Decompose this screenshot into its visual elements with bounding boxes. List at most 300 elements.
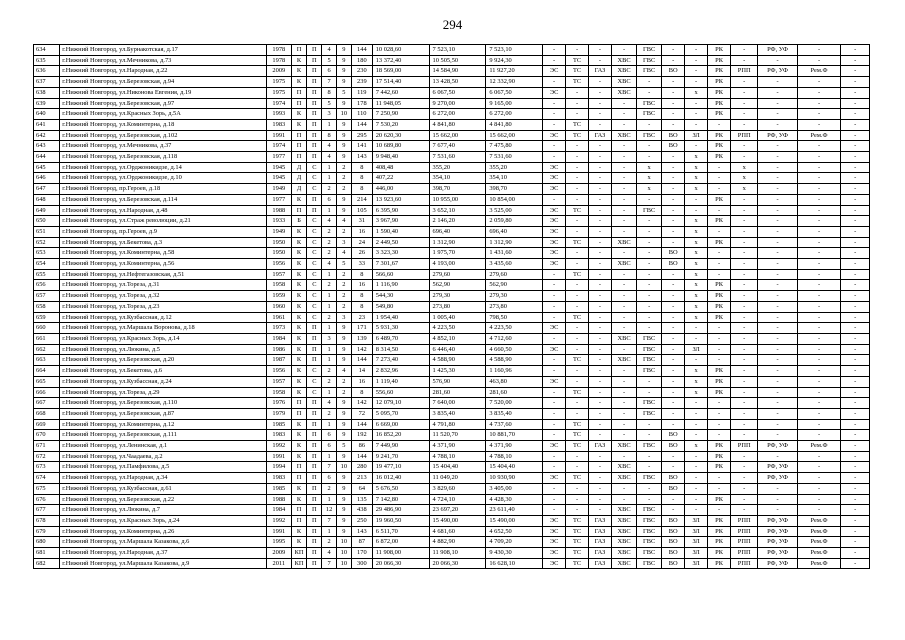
roof-repair-cell: РК xyxy=(708,77,731,88)
foundation-repair-cell: - xyxy=(797,162,841,173)
gas-cell: - xyxy=(589,184,612,195)
facade-repair-cell: РФ, УФ xyxy=(758,558,797,569)
electric-cell: - xyxy=(543,451,566,462)
sewerage-cell: ВО xyxy=(662,558,685,569)
wall-material-cell: К xyxy=(291,344,306,355)
roof-repair-cell: - xyxy=(708,483,731,494)
electric-cell: ЭС xyxy=(543,173,566,184)
facade-repair-cell: - xyxy=(758,162,797,173)
waste-chute-cell: - xyxy=(685,141,708,152)
address-cell: г.Нижний Новгород, пр.Героев, д.18 xyxy=(60,184,267,195)
facade-repair-cell: - xyxy=(758,259,797,270)
roof-repair-cell: РК xyxy=(708,87,731,98)
heating-cell: ТС xyxy=(566,269,589,280)
sewerage-cell: ВО xyxy=(662,526,685,537)
waste-chute-cell: х xyxy=(685,269,708,280)
row-number-cell: 677 xyxy=(34,505,60,516)
floors-cell: 9 xyxy=(336,408,351,419)
cold-water-cell: - xyxy=(611,141,636,152)
hot-water-cell: ГВС xyxy=(637,55,662,66)
apartments-cell: 192 xyxy=(351,430,372,441)
living-area-cell: 23 697,20 xyxy=(429,505,486,516)
elevator-repair-cell: - xyxy=(731,355,758,366)
apartments-cell: 170 xyxy=(351,548,372,559)
table-row xyxy=(34,87,870,98)
cold-water-cell: - xyxy=(611,419,636,430)
cold-water-cell: ХВС xyxy=(611,87,636,98)
floors-cell: 4 xyxy=(336,216,351,227)
address-cell: г.Нижний Новгород, ул.Народная, д.34 xyxy=(60,473,267,484)
waste-chute-cell: - xyxy=(685,398,708,409)
row-number-cell: 670 xyxy=(34,430,60,441)
roof-repair-cell: - xyxy=(708,430,731,441)
gas-cell: - xyxy=(589,226,612,237)
cold-water-cell: - xyxy=(611,98,636,109)
waste-chute-cell: ЗЛ xyxy=(685,344,708,355)
floor-type-cell: С xyxy=(307,259,322,270)
total-area-cell: 7 530,20 xyxy=(372,119,429,130)
apartments-cell: 16 xyxy=(351,376,372,387)
floor-type-cell: П xyxy=(307,473,322,484)
sewerage-cell: ВО xyxy=(662,548,685,559)
heating-cell: ТС xyxy=(566,473,589,484)
table-row xyxy=(34,473,870,484)
wall-material-cell: К xyxy=(291,366,306,377)
extra-cell: - xyxy=(841,537,870,548)
floor-type-cell: П xyxy=(307,344,322,355)
elevator-repair-cell: - xyxy=(731,291,758,302)
private-area-cell: 10 930,90 xyxy=(486,473,543,484)
living-area-cell: 6 446,40 xyxy=(429,344,486,355)
roof-repair-cell: РК xyxy=(708,301,731,312)
living-area-cell: 11 520,70 xyxy=(429,430,486,441)
electric-cell: - xyxy=(543,301,566,312)
address-cell: г.Нижний Новгород, ул.Маршала Воронова, д.18 xyxy=(60,323,267,334)
extra-cell: - xyxy=(841,408,870,419)
total-area-cell: 7 449,90 xyxy=(372,441,429,452)
extra-cell: - xyxy=(841,205,870,216)
foundation-repair-cell: - xyxy=(797,109,841,120)
entrances-cell: 6 xyxy=(322,194,336,205)
wall-material-cell: К xyxy=(291,387,306,398)
living-area-cell: 6 272,00 xyxy=(429,109,486,120)
year-built-cell: 1957 xyxy=(266,376,291,387)
facade-repair-cell: - xyxy=(758,87,797,98)
electric-cell: - xyxy=(543,45,566,56)
electric-cell: ЭС xyxy=(543,344,566,355)
roof-repair-cell: - xyxy=(708,162,731,173)
waste-chute-cell: - xyxy=(685,45,708,56)
entrances-cell: 4 xyxy=(322,216,336,227)
cold-water-cell: - xyxy=(611,301,636,312)
facade-repair-cell: - xyxy=(758,483,797,494)
gas-cell: ГАЗ xyxy=(589,130,612,141)
row-number-cell: 640 xyxy=(34,109,60,120)
electric-cell: - xyxy=(543,366,566,377)
sewerage-cell: - xyxy=(662,162,685,173)
year-built-cell: 1957 xyxy=(266,269,291,280)
apartments-cell: 144 xyxy=(351,45,372,56)
cold-water-cell: - xyxy=(611,291,636,302)
gas-cell: - xyxy=(589,376,612,387)
extra-cell: - xyxy=(841,55,870,66)
heating-cell: - xyxy=(566,366,589,377)
elevator-repair-cell: - xyxy=(731,344,758,355)
foundation-repair-cell: - xyxy=(797,87,841,98)
floor-type-cell: С xyxy=(307,216,322,227)
year-built-cell: 1956 xyxy=(266,259,291,270)
table-row xyxy=(34,141,870,152)
floors-cell: 9 xyxy=(336,152,351,163)
total-area-cell: 1 119,40 xyxy=(372,376,429,387)
table-row xyxy=(34,162,870,173)
sewerage-cell: - xyxy=(662,45,685,56)
elevator-repair-cell: - xyxy=(731,505,758,516)
wall-material-cell: К xyxy=(291,194,306,205)
apartments-cell: 23 xyxy=(351,312,372,323)
apartments-cell: 86 xyxy=(351,441,372,452)
sewerage-cell: - xyxy=(662,109,685,120)
roof-repair-cell: - xyxy=(708,473,731,484)
facade-repair-cell: РФ, УФ xyxy=(758,45,797,56)
foundation-repair-cell: - xyxy=(797,301,841,312)
hot-water-cell: ГВС xyxy=(637,526,662,537)
gas-cell: - xyxy=(589,430,612,441)
floor-type-cell: С xyxy=(307,366,322,377)
page-number: 294 xyxy=(442,17,463,32)
floors-cell: 4 xyxy=(336,248,351,259)
cold-water-cell: - xyxy=(611,430,636,441)
living-area-cell: 3 652,10 xyxy=(429,205,486,216)
address-cell: г.Нижний Новгород, ул.Тореза, д.31 xyxy=(60,280,267,291)
living-area-cell: 7 640,00 xyxy=(429,398,486,409)
floor-type-cell: С xyxy=(307,269,322,280)
entrances-cell: 2 xyxy=(322,248,336,259)
foundation-repair-cell: - xyxy=(797,141,841,152)
heating-cell: ТС xyxy=(566,537,589,548)
facade-repair-cell: - xyxy=(758,387,797,398)
year-built-cell: 1974 xyxy=(266,141,291,152)
private-area-cell: 7 475,80 xyxy=(486,141,543,152)
electric-cell: - xyxy=(543,355,566,366)
heating-cell: ТС xyxy=(566,548,589,559)
heating-cell: ТС xyxy=(566,355,589,366)
roof-repair-cell: РК xyxy=(708,548,731,559)
hot-water-cell: ГВС xyxy=(637,548,662,559)
entrances-cell: 5 xyxy=(322,55,336,66)
apartments-cell: 295 xyxy=(351,130,372,141)
table-row xyxy=(34,205,870,216)
row-number-cell: 636 xyxy=(34,66,60,77)
wall-material-cell: Д xyxy=(291,162,306,173)
row-number-cell: 653 xyxy=(34,248,60,259)
year-built-cell: 1978 xyxy=(266,55,291,66)
hot-water-cell: ГВС xyxy=(637,333,662,344)
apartments-cell: 438 xyxy=(351,505,372,516)
total-area-cell: 7 273,40 xyxy=(372,355,429,366)
floors-cell: 9 xyxy=(336,333,351,344)
floors-cell: 2 xyxy=(336,387,351,398)
entrances-cell: 1 xyxy=(322,494,336,505)
apartments-cell: 239 xyxy=(351,77,372,88)
total-area-cell: 16 012,40 xyxy=(372,473,429,484)
address-cell: г.Нижний Новгород, ул.Березовская, д.111 xyxy=(60,430,267,441)
table-row xyxy=(34,98,870,109)
housing-register-table xyxy=(33,44,870,569)
wall-material-cell: К xyxy=(291,483,306,494)
year-built-cell: 1975 xyxy=(266,87,291,98)
table-row xyxy=(34,483,870,494)
year-built-cell: 1950 xyxy=(266,237,291,248)
living-area-cell: 7 531,60 xyxy=(429,152,486,163)
hot-water-cell: ГВС xyxy=(637,398,662,409)
private-area-cell: 9 165,00 xyxy=(486,98,543,109)
roof-repair-cell: РК xyxy=(708,526,731,537)
row-number-cell: 676 xyxy=(34,494,60,505)
electric-cell: ЭС xyxy=(543,226,566,237)
private-area-cell: 562,90 xyxy=(486,280,543,291)
floors-cell: 3 xyxy=(336,237,351,248)
private-area-cell: 4 588,90 xyxy=(486,355,543,366)
wall-material-cell: К xyxy=(291,291,306,302)
gas-cell: - xyxy=(589,280,612,291)
apartments-cell: 14 xyxy=(351,366,372,377)
heating-cell: ТС xyxy=(566,312,589,323)
floors-cell: 9 xyxy=(336,451,351,462)
heating-cell: - xyxy=(566,323,589,334)
living-area-cell: 355,20 xyxy=(429,162,486,173)
total-area-cell: 549,80 xyxy=(372,301,429,312)
entrances-cell: 1 xyxy=(322,526,336,537)
table-row xyxy=(34,248,870,259)
extra-cell: - xyxy=(841,462,870,473)
roof-repair-cell: РК xyxy=(708,194,731,205)
cold-water-cell: ХВС xyxy=(611,462,636,473)
extra-cell: - xyxy=(841,301,870,312)
private-area-cell: 4 660,50 xyxy=(486,344,543,355)
hot-water-cell: ГВС xyxy=(637,45,662,56)
private-area-cell: 23 611,40 xyxy=(486,505,543,516)
floor-type-cell: П xyxy=(307,130,322,141)
extra-cell: - xyxy=(841,248,870,259)
private-area-cell: 9 430,30 xyxy=(486,548,543,559)
electric-cell: - xyxy=(543,505,566,516)
electric-cell: ЭС xyxy=(543,66,566,77)
wall-material-cell: К xyxy=(291,430,306,441)
address-cell: г.Нижний Новгород, ул.Народная, д.22 xyxy=(60,66,267,77)
year-built-cell: 2009 xyxy=(266,66,291,77)
sewerage-cell: - xyxy=(662,387,685,398)
address-cell: г.Нижний Новгород, ул.Березовская, д.20 xyxy=(60,355,267,366)
electric-cell: ЭС xyxy=(543,537,566,548)
cold-water-cell: ХВС xyxy=(611,537,636,548)
sewerage-cell: - xyxy=(662,462,685,473)
apartments-cell: 16 xyxy=(351,280,372,291)
floor-type-cell: С xyxy=(307,312,322,323)
sewerage-cell: - xyxy=(662,333,685,344)
apartments-cell: 8 xyxy=(351,301,372,312)
floor-type-cell: П xyxy=(307,109,322,120)
extra-cell: - xyxy=(841,366,870,377)
total-area-cell: 566,60 xyxy=(372,269,429,280)
heating-cell: - xyxy=(566,152,589,163)
elevator-repair-cell: - xyxy=(731,430,758,441)
address-cell: г.Нижний Новгород, ул.Орджоникидзе, д.14 xyxy=(60,162,267,173)
address-cell: г.Нижний Новгород, ул.Красных Зорь, д.24 xyxy=(60,515,267,526)
gas-cell: ГАЗ xyxy=(589,558,612,569)
hot-water-cell: - xyxy=(637,248,662,259)
floor-type-cell: П xyxy=(307,205,322,216)
total-area-cell: 3 323,30 xyxy=(372,248,429,259)
sewerage-cell: - xyxy=(662,205,685,216)
waste-chute-cell: - xyxy=(685,333,708,344)
year-built-cell: 1992 xyxy=(266,441,291,452)
table-row xyxy=(34,130,870,141)
floors-cell: 2 xyxy=(336,162,351,173)
roof-repair-cell: РК xyxy=(708,280,731,291)
cold-water-cell: ХВС xyxy=(611,441,636,452)
waste-chute-cell: х xyxy=(685,184,708,195)
year-built-cell: 1977 xyxy=(266,194,291,205)
wall-material-cell: К xyxy=(291,537,306,548)
year-built-cell: 1933 xyxy=(266,216,291,227)
year-built-cell: 1959 xyxy=(266,291,291,302)
entrances-cell: 2 xyxy=(322,408,336,419)
heating-cell: ТС xyxy=(566,515,589,526)
living-area-cell: 279,30 xyxy=(429,291,486,302)
living-area-cell: 4 791,80 xyxy=(429,419,486,430)
cold-water-cell: - xyxy=(611,323,636,334)
extra-cell: - xyxy=(841,109,870,120)
cold-water-cell: - xyxy=(611,184,636,195)
living-area-cell: 696,40 xyxy=(429,226,486,237)
row-number-cell: 654 xyxy=(34,259,60,270)
apartments-cell: 139 xyxy=(351,333,372,344)
entrances-cell: 7 xyxy=(322,558,336,569)
apartments-cell: 72 xyxy=(351,408,372,419)
address-cell: г.Нижний Новгород, ул.Коминтерна, д.18 xyxy=(60,119,267,130)
year-built-cell: 1949 xyxy=(266,226,291,237)
private-area-cell: 3 525,00 xyxy=(486,205,543,216)
roof-repair-cell: РК xyxy=(708,152,731,163)
table-row xyxy=(34,194,870,205)
wall-material-cell: П xyxy=(291,205,306,216)
electric-cell: ЭС xyxy=(543,558,566,569)
floors-cell: 9 xyxy=(336,119,351,130)
heating-cell: - xyxy=(566,408,589,419)
table-row xyxy=(34,301,870,312)
waste-chute-cell: х xyxy=(685,216,708,227)
table-row xyxy=(34,333,870,344)
total-area-cell: 7 142,80 xyxy=(372,494,429,505)
floors-cell: 2 xyxy=(336,184,351,195)
waste-chute-cell: х xyxy=(685,376,708,387)
floors-cell: 2 xyxy=(336,280,351,291)
year-built-cell: 1991 xyxy=(266,526,291,537)
cold-water-cell: - xyxy=(611,366,636,377)
row-number-cell: 658 xyxy=(34,301,60,312)
elevator-repair-cell: - xyxy=(731,462,758,473)
apartments-cell: 87 xyxy=(351,537,372,548)
heating-cell: - xyxy=(566,280,589,291)
electric-cell: - xyxy=(543,333,566,344)
apartments-cell: 144 xyxy=(351,451,372,462)
sewerage-cell: - xyxy=(662,77,685,88)
apartments-cell: 141 xyxy=(351,141,372,152)
elevator-repair-cell: - xyxy=(731,87,758,98)
wall-material-cell: К xyxy=(291,280,306,291)
cold-water-cell: - xyxy=(611,205,636,216)
wall-material-cell: П xyxy=(291,130,306,141)
living-area-cell: 4 193,00 xyxy=(429,259,486,270)
extra-cell: - xyxy=(841,216,870,227)
wall-material-cell: К xyxy=(291,77,306,88)
floors-cell: 10 xyxy=(336,537,351,548)
hot-water-cell: - xyxy=(637,237,662,248)
table-row xyxy=(34,548,870,559)
floors-cell: 10 xyxy=(336,548,351,559)
elevator-repair-cell: - xyxy=(731,301,758,312)
living-area-cell: 4 724,10 xyxy=(429,494,486,505)
gas-cell: - xyxy=(589,483,612,494)
foundation-repair-cell: Рем.Ф xyxy=(797,66,841,77)
address-cell: г.Нижний Новгород, ул.Березовская, д.114 xyxy=(60,194,267,205)
facade-repair-cell: - xyxy=(758,451,797,462)
facade-repair-cell: - xyxy=(758,408,797,419)
private-area-cell: 355,20 xyxy=(486,162,543,173)
electric-cell: ЭС xyxy=(543,515,566,526)
apartments-cell: 135 xyxy=(351,494,372,505)
electric-cell: - xyxy=(543,77,566,88)
foundation-repair-cell: - xyxy=(797,119,841,130)
cold-water-cell: ХВС xyxy=(611,355,636,366)
floors-cell: 9 xyxy=(336,141,351,152)
floor-type-cell: П xyxy=(307,526,322,537)
floors-cell: 5 xyxy=(336,259,351,270)
floor-type-cell: П xyxy=(307,45,322,56)
electric-cell: - xyxy=(543,141,566,152)
floors-cell: 9 xyxy=(336,398,351,409)
extra-cell: - xyxy=(841,269,870,280)
private-area-cell: 7 523,10 xyxy=(486,45,543,56)
cold-water-cell: ХВС xyxy=(611,259,636,270)
private-area-cell: 1 160,96 xyxy=(486,366,543,377)
floors-cell: 9 xyxy=(336,526,351,537)
gas-cell: - xyxy=(589,333,612,344)
electric-cell: - xyxy=(543,408,566,419)
floor-type-cell: П xyxy=(307,451,322,462)
electric-cell: - xyxy=(543,387,566,398)
floor-type-cell: П xyxy=(307,98,322,109)
entrances-cell: 3 xyxy=(322,333,336,344)
floors-cell: 2 xyxy=(336,291,351,302)
total-area-cell: 10 028,60 xyxy=(372,45,429,56)
floor-type-cell: П xyxy=(307,323,322,334)
address-cell: г.Нижний Новгород, ул.Красных Зорь, д.14 xyxy=(60,333,267,344)
facade-repair-cell: - xyxy=(758,505,797,516)
facade-repair-cell: - xyxy=(758,280,797,291)
floors-cell: 9 xyxy=(336,55,351,66)
wall-material-cell: К xyxy=(291,109,306,120)
floor-type-cell: С xyxy=(307,280,322,291)
waste-chute-cell: - xyxy=(685,205,708,216)
cold-water-cell: ХВС xyxy=(611,558,636,569)
table-row xyxy=(34,55,870,66)
elevator-repair-cell: - xyxy=(731,408,758,419)
floors-cell: 9 xyxy=(336,473,351,484)
elevator-repair-cell: - xyxy=(731,333,758,344)
extra-cell: - xyxy=(841,152,870,163)
